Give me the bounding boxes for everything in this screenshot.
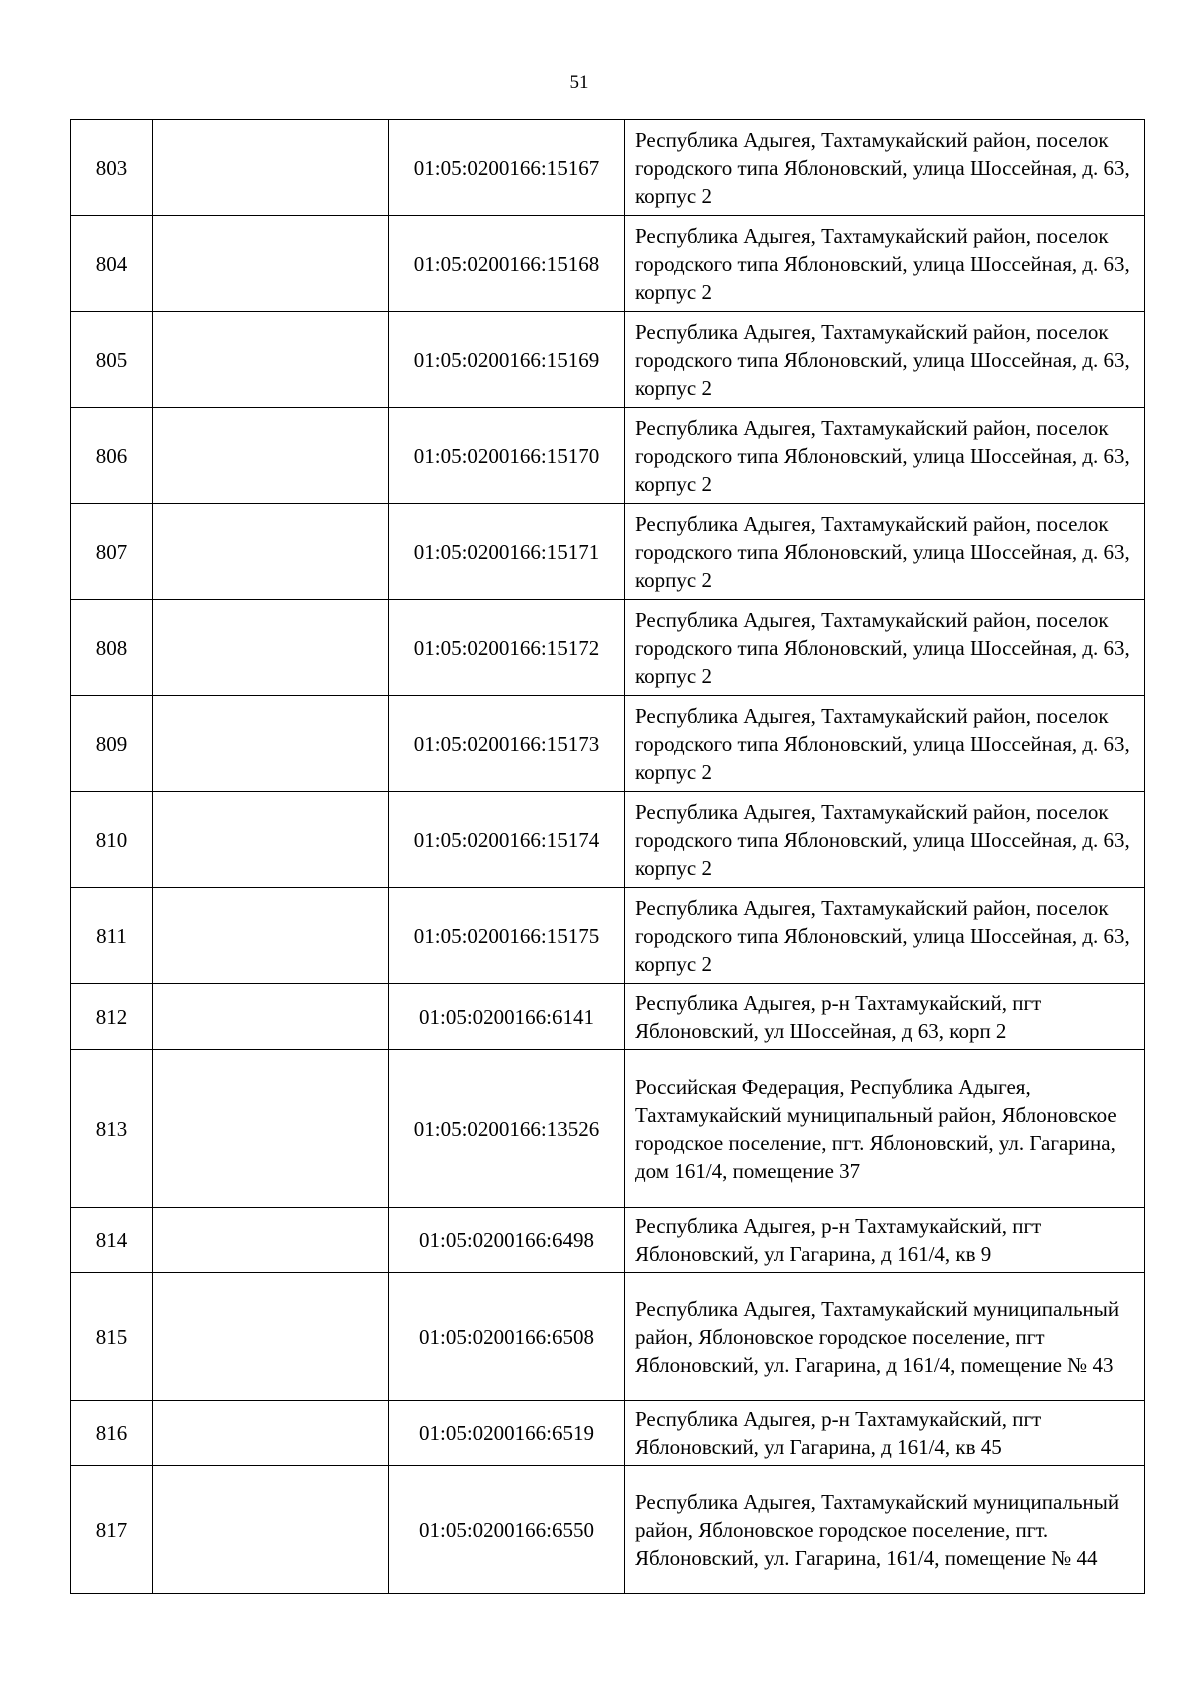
cadastral-number: 01:05:0200166:15167 xyxy=(389,120,625,216)
address: Республика Адыгея, р-н Тахтамукайский, пгт Яблоновский, ул Гагарина, д 161/4, кв 9 xyxy=(625,1208,1145,1273)
table-row xyxy=(71,408,1145,504)
row-number: 816 xyxy=(71,1401,153,1466)
row-number: 806 xyxy=(71,408,153,504)
blank-cell xyxy=(153,504,389,600)
address: Республика Адыгея, Тахтамукайский район, поселок городского типа Яблоновский, улица Шоссейная, д. 63, корпус 2 xyxy=(625,120,1145,216)
cadastral-number: 01:05:0200166:6498 xyxy=(389,1208,625,1273)
cadastral-number: 01:05:0200166:6550 xyxy=(389,1466,625,1594)
row-number: 815 xyxy=(71,1273,153,1401)
blank-cell xyxy=(153,1466,389,1594)
address: Республика Адыгея, Тахтамукайский район, поселок городского типа Яблоновский, улица Шоссейная, д. 63, корпус 2 xyxy=(625,216,1145,312)
cadastral-number: 01:05:0200166:15173 xyxy=(389,696,625,792)
table-row xyxy=(71,696,1145,792)
blank-cell xyxy=(153,696,389,792)
row-number: 807 xyxy=(71,504,153,600)
cadastral-number: 01:05:0200166:15172 xyxy=(389,600,625,696)
registry-table xyxy=(70,119,1145,1594)
blank-cell xyxy=(153,1050,389,1208)
row-number: 812 xyxy=(71,984,153,1050)
cadastral-number: 01:05:0200166:15168 xyxy=(389,216,625,312)
table-row xyxy=(71,792,1145,888)
address: Республика Адыгея, Тахтамукайский район, поселок городского типа Яблоновский, улица Шоссейная, д. 63, корпус 2 xyxy=(625,312,1145,408)
blank-cell xyxy=(153,888,389,984)
cadastral-number: 01:05:0200166:6519 xyxy=(389,1401,625,1466)
table-row xyxy=(71,504,1145,600)
cadastral-number: 01:05:0200166:6508 xyxy=(389,1273,625,1401)
blank-cell xyxy=(153,312,389,408)
cadastral-number: 01:05:0200166:13526 xyxy=(389,1050,625,1208)
cadastral-number: 01:05:0200166:15169 xyxy=(389,312,625,408)
table-row xyxy=(71,312,1145,408)
cadastral-number: 01:05:0200166:15171 xyxy=(389,504,625,600)
address: Российская Федерация, Республика Адыгея, Тахтамукайский муниципальный район, Яблоновское городское поселение, пгт. Яблоновский, ул. Гагарина, дом 161/4, помещение 37 xyxy=(625,1050,1145,1208)
blank-cell xyxy=(153,120,389,216)
cadastral-number: 01:05:0200166:6141 xyxy=(389,984,625,1050)
row-number: 813 xyxy=(71,1050,153,1208)
cadastral-number: 01:05:0200166:15175 xyxy=(389,888,625,984)
table-row xyxy=(71,984,1145,1050)
address: Республика Адыгея, Тахтамукайский муниципальный район, Яблоновское городское поселение, пгт Яблоновский, ул. Гагарина, д 161/4, помещение № 43 xyxy=(625,1273,1145,1401)
address: Республика Адыгея, Тахтамукайский муниципальный район, Яблоновское городское поселение, пгт. Яблоновский, ул. Гагарина, 161/4, помещение № 44 xyxy=(625,1466,1145,1594)
blank-cell xyxy=(153,984,389,1050)
table-row xyxy=(71,1401,1145,1466)
cadastral-number: 01:05:0200166:15174 xyxy=(389,792,625,888)
blank-cell xyxy=(153,216,389,312)
blank-cell xyxy=(153,1208,389,1273)
blank-cell xyxy=(153,600,389,696)
address: Республика Адыгея, Тахтамукайский район, поселок городского типа Яблоновский, улица Шоссейная, д. 63, корпус 2 xyxy=(625,792,1145,888)
table-row xyxy=(71,888,1145,984)
blank-cell xyxy=(153,408,389,504)
table-row xyxy=(71,1208,1145,1273)
address: Республика Адыгея, Тахтамукайский район, поселок городского типа Яблоновский, улица Шоссейная, д. 63, корпус 2 xyxy=(625,888,1145,984)
blank-cell xyxy=(153,1273,389,1401)
row-number: 810 xyxy=(71,792,153,888)
cadastral-number: 01:05:0200166:15170 xyxy=(389,408,625,504)
address: Республика Адыгея, Тахтамукайский район, поселок городского типа Яблоновский, улица Шоссейная, д. 63, корпус 2 xyxy=(625,696,1145,792)
row-number: 811 xyxy=(71,888,153,984)
blank-cell xyxy=(153,1401,389,1466)
registry-table-body xyxy=(71,120,1145,1594)
table-row xyxy=(71,1050,1145,1208)
blank-cell xyxy=(153,792,389,888)
address: Республика Адыгея, р-н Тахтамукайский, пгт Яблоновский, ул Шоссейная, д 63, корп 2 xyxy=(625,984,1145,1050)
address: Республика Адыгея, Тахтамукайский район, поселок городского типа Яблоновский, улица Шоссейная, д. 63, корпус 2 xyxy=(625,504,1145,600)
table-row xyxy=(71,120,1145,216)
table-row xyxy=(71,600,1145,696)
address: Республика Адыгея, Тахтамукайский район, поселок городского типа Яблоновский, улица Шоссейная, д. 63, корпус 2 xyxy=(625,408,1145,504)
row-number: 814 xyxy=(71,1208,153,1273)
row-number: 817 xyxy=(71,1466,153,1594)
address: Республика Адыгея, р-н Тахтамукайский, пгт Яблоновский, ул Гагарина, д 161/4, кв 45 xyxy=(625,1401,1145,1466)
row-number: 805 xyxy=(71,312,153,408)
table-row xyxy=(71,216,1145,312)
row-number: 809 xyxy=(71,696,153,792)
page-number: 51 xyxy=(569,72,589,93)
address: Республика Адыгея, Тахтамукайский район, поселок городского типа Яблоновский, улица Шоссейная, д. 63, корпус 2 xyxy=(625,600,1145,696)
row-number: 804 xyxy=(71,216,153,312)
table-row xyxy=(71,1466,1145,1594)
table-row xyxy=(71,1273,1145,1401)
row-number: 808 xyxy=(71,600,153,696)
row-number: 803 xyxy=(71,120,153,216)
